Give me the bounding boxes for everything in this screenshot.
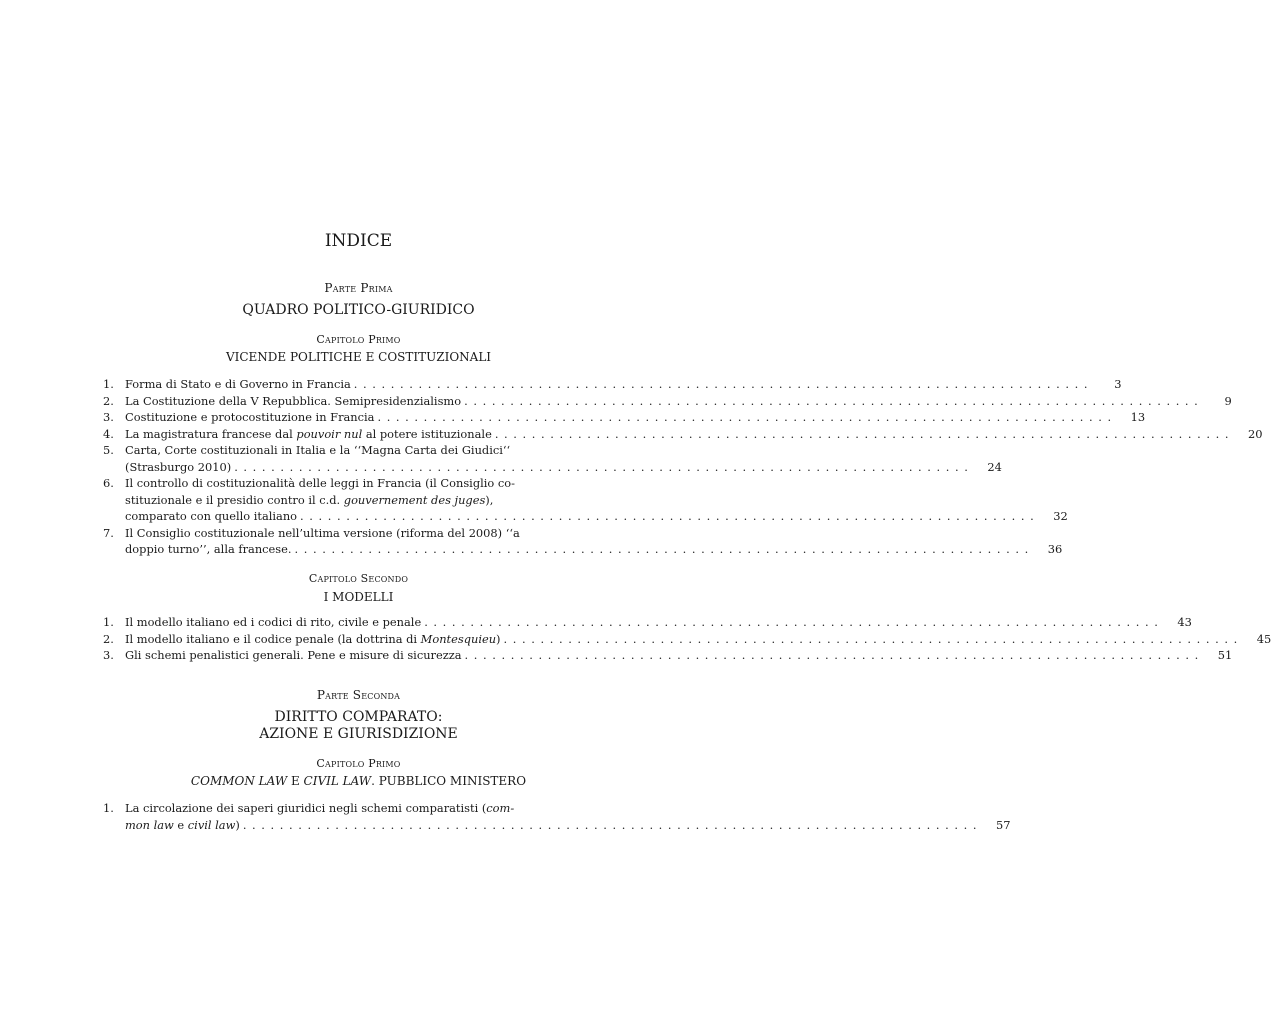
toc-leader-dots: . . . . . . . . . . . . . . . . . . . . . . . . . . . . . . . . . . . . . . . . . . . . . . . . . . . . . . . . . . . . . . . . . . . . . . . . . . . . . . . . bbox=[424, 615, 1159, 629]
part1-title: QUADRO POLITICO-GIURIDICO bbox=[242, 302, 475, 318]
toc-part1-chapter2 bbox=[103, 614, 1271, 664]
toc-entry-text bbox=[125, 376, 351, 393]
toc-page-number: 32 bbox=[1053, 509, 1068, 523]
toc-entry-text bbox=[125, 508, 297, 525]
toc-text-part: comparato con quello italiano bbox=[125, 509, 298, 523]
part2-chapter1-title-common-law: COMMON LAW bbox=[190, 774, 288, 788]
toc-entry bbox=[103, 409, 1146, 426]
toc-entry-line bbox=[125, 508, 1068, 525]
toc-entry bbox=[103, 376, 1122, 393]
toc-leader-dots: . . . . . . . . . . . . . . . . . . . . . . . . . . . . . . . . . . . . . . . . . . . . . . . . . . . . . . . . . . . . . . . . . . . . . . . . . . . . . . . . bbox=[464, 648, 1200, 662]
part1-chapter1-title: VICENDE POLITICHE E COSTITUZIONALI bbox=[225, 350, 492, 364]
toc-entry-body bbox=[125, 475, 1068, 525]
toc-page-number: 36 bbox=[1047, 542, 1063, 556]
toc-entry bbox=[103, 525, 1063, 558]
toc-text-part: Il modello italiano e il codice penale (la dottrina di bbox=[125, 631, 421, 646]
toc-entry-text bbox=[125, 647, 462, 664]
toc-text-italic: gouvernement des juges bbox=[343, 492, 486, 507]
part1-label: Parte Prima bbox=[324, 281, 393, 295]
toc-entry-text bbox=[125, 475, 515, 492]
toc-entry-body bbox=[125, 376, 1121, 393]
toc-entry bbox=[103, 631, 1271, 648]
toc-entry-line bbox=[125, 631, 1271, 648]
toc-part2-chapter1 bbox=[103, 800, 1011, 833]
toc-text-part: ), bbox=[485, 492, 494, 507]
toc-text-italic: pouvoir nul bbox=[296, 426, 363, 441]
toc-entry-text bbox=[125, 442, 510, 459]
toc-text-part: La Costituzione della V Repubblica. Semipresidenzialismo bbox=[125, 393, 462, 408]
toc-text-part: ) bbox=[496, 631, 501, 646]
toc-entry-text bbox=[125, 426, 492, 443]
toc-text-italic: mon law bbox=[125, 817, 174, 832]
toc-entry-line bbox=[125, 475, 1068, 492]
toc-entry-line bbox=[125, 376, 1121, 393]
toc-entry-number: 6. bbox=[103, 476, 114, 490]
toc-entry-line bbox=[125, 647, 1232, 664]
part1-chapter2-label: Capitolo Secondo bbox=[308, 572, 409, 585]
part1-chapter1-label: Capitolo Primo bbox=[316, 333, 401, 346]
part2-title-line2: AZIONE E GIURISDIZIONE bbox=[259, 726, 458, 742]
toc-entry-number: 1. bbox=[103, 801, 114, 815]
toc-page-number: 43 bbox=[1177, 615, 1192, 629]
toc-text-part: Costituzione e protocostituzione in Francia bbox=[125, 410, 375, 424]
toc-entry-text bbox=[125, 817, 240, 834]
toc-page-number: 3 bbox=[1114, 377, 1122, 391]
toc-entry-body bbox=[125, 442, 1002, 475]
part2-chapter1-title-rest: . PUBBLICO MINISTERO bbox=[371, 774, 527, 788]
toc-entry-body bbox=[125, 631, 1271, 648]
toc-entry bbox=[103, 442, 1002, 475]
part2-label: Parte Seconda bbox=[316, 688, 401, 702]
toc-entry-text bbox=[125, 409, 374, 426]
toc-text-part: Carta, Corte costituzionali in Italia e la ‘‘Magna Carta dei Giudici‘‘ bbox=[125, 443, 511, 457]
toc-text-italic: com- bbox=[486, 801, 515, 815]
toc-entry-number: 5. bbox=[103, 443, 114, 457]
toc-entry-body bbox=[125, 426, 1263, 443]
toc-leader-dots: . . . . . . . . . . . . . . . . . . . . . . . . . . . . . . . . . . . . . . . . . . . . . . . . . . . . . . . . . . . . . . . . . . . . . . . . . . . . . . . . bbox=[464, 393, 1199, 408]
toc-entry-line bbox=[125, 442, 1002, 459]
toc-page-number: 9 bbox=[1224, 393, 1232, 408]
toc-entry-text bbox=[125, 631, 501, 648]
toc-entry-number: 4. bbox=[103, 426, 114, 441]
toc-text-italic: civil law bbox=[187, 817, 236, 832]
toc-entry-number: 3. bbox=[103, 410, 114, 424]
toc-entry bbox=[103, 800, 1011, 833]
toc-page-number: 20 bbox=[1248, 426, 1263, 441]
part2-chapter1-title bbox=[0, 774, 717, 788]
toc-entry-line bbox=[125, 426, 1263, 443]
toc-page-number: 24 bbox=[987, 459, 1002, 474]
toc-entry-text bbox=[125, 393, 461, 410]
toc-entry-line bbox=[125, 800, 1011, 817]
toc-entry bbox=[103, 426, 1263, 443]
toc-leader-dots: . . . . . . . . . . . . . . . . . . . . . . . . . . . . . . . . . . . . . . . . . . . . . . . . . . . . . . . . . . . . . . . . . . . . . . . . . . . . . . . . bbox=[503, 631, 1239, 646]
toc-entry-line bbox=[125, 614, 1192, 631]
toc-entry-text bbox=[125, 800, 514, 817]
toc-text-part: Il modello italiano ed i codici di rito, civile e penale bbox=[125, 615, 422, 629]
toc-text-part: La magistratura francese dal bbox=[125, 426, 297, 441]
toc-entry-body bbox=[125, 393, 1232, 410]
part1-chapter2-title: I MODELLI bbox=[323, 590, 394, 604]
toc-entry-line bbox=[125, 817, 1011, 834]
toc-text-part: doppio turno’’, alla francese. bbox=[125, 542, 292, 556]
toc-entry-body bbox=[125, 647, 1232, 664]
page-title: INDICE bbox=[324, 231, 393, 251]
toc-leader-dots: . . . . . . . . . . . . . . . . . . . . . . . . . . . . . . . . . . . . . . . . . . . . . . . . . . . . . . . . . . . . . . . . . . . . . . . . . . . . . . . . bbox=[294, 542, 1030, 556]
toc-entry-text bbox=[125, 541, 292, 558]
toc-text-part: Forma di Stato e di Governo in Francia bbox=[125, 377, 351, 391]
toc-entry-line bbox=[125, 541, 1062, 558]
toc-leader-dots: . . . . . . . . . . . . . . . . . . . . . . . . . . . . . . . . . . . . . . . . . . . . . . . . . . . . . . . . . . . . . . . . . . . . . . . . . . . . . . . . bbox=[300, 509, 1035, 523]
toc-leader-dots: . . . . . . . . . . . . . . . . . . . . . . . . . . . . . . . . . . . . . . . . . . . . . . . . . . . . . . . . . . . . . . . . . . . . . . . . . . . . . . . . bbox=[353, 377, 1089, 391]
toc-entry-body bbox=[125, 409, 1145, 426]
toc-entry bbox=[103, 475, 1068, 525]
toc-entry-text bbox=[125, 525, 520, 542]
toc-entry-body bbox=[125, 800, 1011, 833]
toc-text-part: (Strasburgo 2010) bbox=[125, 459, 232, 474]
toc-entry-text bbox=[125, 459, 231, 476]
toc-entry-body bbox=[125, 614, 1192, 631]
toc-entry-number: 3. bbox=[103, 648, 114, 662]
toc-entry-line bbox=[125, 393, 1232, 410]
toc-leader-dots: . . . . . . . . . . . . . . . . . . . . . . . . . . . . . . . . . . . . . . . . . . . . . . . . . . . . . . . . . . . . . . . . . . . . . . . . . . . . . . . . bbox=[242, 817, 978, 832]
toc-leader-dots: . . . . . . . . . . . . . . . . . . . . . . . . . . . . . . . . . . . . . . . . . . . . . . . . . . . . . . . . . . . . . . . . . . . . . . . . . . . . . . . . bbox=[234, 459, 969, 474]
toc-part1-chapter1 bbox=[103, 376, 1263, 558]
toc-entry-number: 7. bbox=[103, 525, 114, 540]
toc-page-number: 57 bbox=[996, 817, 1011, 832]
part2-chapter1-title-civil-law: CIVIL LAW bbox=[303, 774, 372, 788]
toc-text-part: ) bbox=[235, 817, 240, 832]
toc-text-part: stituzionale e il presidio contro il c.d. bbox=[125, 492, 344, 507]
toc-entry bbox=[103, 614, 1192, 631]
toc-text-part: La circolazione dei saperi giuridici negli schemi comparatisti ( bbox=[125, 801, 487, 815]
toc-leader-dots: . . . . . . . . . . . . . . . . . . . . . . . . . . . . . . . . . . . . . . . . . . . . . . . . . . . . . . . . . . . . . . . . . . . . . . . . . . . . . . . . bbox=[377, 410, 1113, 424]
toc-page-number: 13 bbox=[1130, 410, 1146, 424]
toc-entry-text bbox=[125, 492, 493, 509]
part2-chapter1-title-e: E bbox=[287, 774, 304, 788]
toc-entry-line bbox=[125, 525, 1062, 542]
toc-entry-number: 2. bbox=[103, 631, 114, 646]
toc-entry-line bbox=[125, 459, 1002, 476]
toc-entry-number: 2. bbox=[103, 393, 114, 408]
toc-entry-number: 1. bbox=[103, 615, 114, 629]
toc-text-italic: Montesquieu bbox=[420, 631, 497, 646]
toc-text-part: al potere istituzionale bbox=[362, 426, 492, 441]
toc-entry-text bbox=[125, 614, 421, 631]
part2-title-line1: DIRITTO COMPARATO: bbox=[274, 709, 443, 725]
toc-entry-number: 1. bbox=[103, 377, 114, 391]
toc-text-part: Il controllo di costituzionalità delle leggi in Francia (il Consiglio co- bbox=[125, 476, 515, 490]
toc-entry-line bbox=[125, 492, 1068, 509]
toc-page-number: 45 bbox=[1256, 631, 1271, 646]
toc-entry bbox=[103, 393, 1232, 410]
toc-entry bbox=[103, 647, 1233, 664]
part2-chapter1-label: Capitolo Primo bbox=[316, 757, 401, 770]
toc-entry-body bbox=[125, 525, 1062, 558]
toc-text-part: Il Consiglio costituzionale nell’ultima versione (riforma del 2008) ‘‘a bbox=[125, 525, 520, 540]
toc-text-part: Gli schemi penalistici generali. Pene e misure di sicurezza bbox=[125, 648, 462, 662]
toc-leader-dots: . . . . . . . . . . . . . . . . . . . . . . . . . . . . . . . . . . . . . . . . . . . . . . . . . . . . . . . . . . . . . . . . . . . . . . . . . . . . . . . . bbox=[494, 426, 1230, 441]
toc-entry-line bbox=[125, 409, 1145, 426]
toc-text-part: e bbox=[173, 817, 188, 832]
toc-page-number: 51 bbox=[1217, 648, 1233, 662]
